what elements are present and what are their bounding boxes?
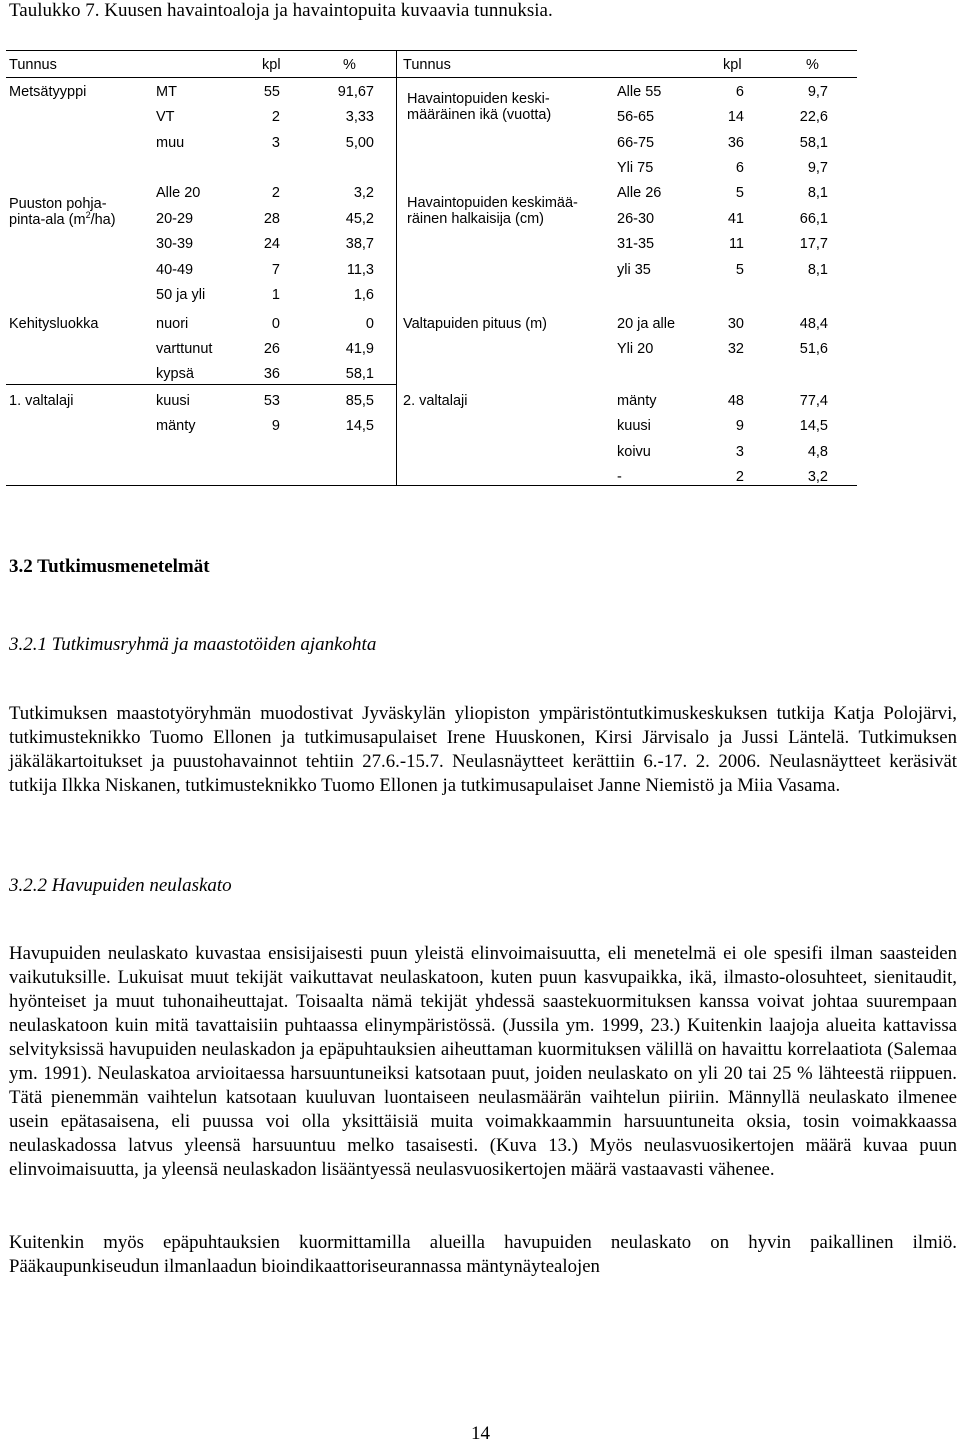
label-valtalaji-2: 2. valtalaji xyxy=(403,393,468,409)
left-row-1-kpl: 2 xyxy=(271,109,280,125)
right-row-1-kpl: 14 xyxy=(727,109,744,125)
label-kehitysluokka: Kehitysluokka xyxy=(9,316,99,332)
right-row-3-class: Yli 75 xyxy=(617,160,654,176)
label-ika-1: Havaintopuiden keski- xyxy=(407,91,550,107)
left-row-12-kpl: 9 xyxy=(271,418,280,434)
left-row-9-kpl: 26 xyxy=(263,341,280,357)
left-row-10-percent: 58,1 xyxy=(345,366,374,382)
left-row-8-kpl: 0 xyxy=(271,316,280,332)
left-row-0-percent: 91,67 xyxy=(337,84,374,100)
table-top-rule xyxy=(6,50,857,51)
left-row-5-kpl: 24 xyxy=(263,236,280,252)
right-row-12-class: koivu xyxy=(617,444,651,460)
right-row-6-class: 31-35 xyxy=(617,236,655,252)
right-row-7-percent: 8,1 xyxy=(807,262,828,278)
left-row-0-class: MT xyxy=(156,84,177,100)
label-metsatyyppi: Metsätyyppi xyxy=(9,84,87,100)
label-halkaisija-1: Havaintopuiden keskimää- xyxy=(407,195,578,211)
right-row-5-kpl: 41 xyxy=(727,211,744,227)
right-row-0-percent: 9,7 xyxy=(807,84,828,100)
left-row-5-percent: 38,7 xyxy=(345,236,374,252)
left-row-4-class: 20-29 xyxy=(156,211,194,227)
right-row-3-kpl: 6 xyxy=(735,160,744,176)
left-row-9-percent: 41,9 xyxy=(345,341,374,357)
left-row-4-percent: 45,2 xyxy=(345,211,374,227)
subheading-2: 3.2.2 Havupuiden neulaskato xyxy=(9,875,232,896)
left-row-2-class: muu xyxy=(156,135,185,151)
right-row-9-kpl: 32 xyxy=(727,341,744,357)
right-row-10-percent: 77,4 xyxy=(799,393,828,409)
left-row-3-percent: 3,2 xyxy=(353,185,374,201)
left-row-11-class: kuusi xyxy=(156,393,190,409)
paragraph-3: Kuitenkin myös epäpuhtauksien kuormittamilla alueilla havupuiden neulaskato on hyvin paikallinen ilmiö. Pääkaupunkiseudun ilmanlaadun bioindikaattoriseurannassa mäntynäytealojen xyxy=(9,1232,957,1277)
right-row-8-class: 20 ja alle xyxy=(617,316,676,332)
right-row-7-kpl: 5 xyxy=(735,262,744,278)
left-row-7-class: 50 ja yli xyxy=(156,287,206,303)
left-row-11-kpl: 53 xyxy=(263,393,280,409)
right-row-2-percent: 58,1 xyxy=(799,135,828,151)
left-row-11-percent: 85,5 xyxy=(345,393,374,409)
right-row-9-percent: 51,6 xyxy=(799,341,828,357)
left-row-7-kpl: 1 xyxy=(271,287,280,303)
header-kpl-left: kpl xyxy=(262,57,281,73)
left-row-10-kpl: 36 xyxy=(263,366,280,382)
left-row-3-kpl: 2 xyxy=(271,185,280,201)
right-row-4-kpl: 5 xyxy=(735,185,744,201)
page-number: 14 xyxy=(471,1423,490,1444)
right-row-2-class: 66-75 xyxy=(617,135,655,151)
right-row-3-percent: 9,7 xyxy=(807,160,828,176)
right-row-0-kpl: 6 xyxy=(735,84,744,100)
right-row-0-class: Alle 55 xyxy=(617,84,662,100)
table-caption: Taulukko 7. Kuusen havaintoaloja ja havaintopuita kuvaavia tunnuksia. xyxy=(9,0,553,21)
right-row-5-percent: 66,1 xyxy=(799,211,828,227)
right-row-13-kpl: 2 xyxy=(735,469,744,485)
right-row-8-percent: 48,4 xyxy=(799,316,828,332)
subheading-1: 3.2.1 Tutkimusryhmä ja maastotöiden ajankohta xyxy=(9,634,377,655)
section-heading: 3.2 Tutkimusmenetelmät xyxy=(9,556,210,577)
right-row-9-class: Yli 20 xyxy=(617,341,654,357)
label-pituus: Valtapuiden pituus (m) xyxy=(403,316,548,332)
label-pohjapinta-2: pinta-ala $(m^2/ha)$ xyxy=(9,210,116,228)
table-left-rule xyxy=(6,384,397,385)
left-row-1-class: VT xyxy=(156,109,175,125)
left-row-3-class: Alle 20 xyxy=(156,185,201,201)
left-row-9-class: varttunut xyxy=(156,341,213,357)
label-pohjapinta-1: Puuston pohja- xyxy=(9,196,107,212)
right-row-13-class: - xyxy=(617,469,622,485)
left-row-1-percent: 3,33 xyxy=(345,109,374,125)
left-row-12-percent: 14,5 xyxy=(345,418,374,434)
header-tunnus-left: Tunnus xyxy=(9,57,57,73)
right-row-12-kpl: 3 xyxy=(735,444,744,460)
right-row-2-kpl: 36 xyxy=(727,135,744,151)
right-row-11-kpl: 9 xyxy=(735,418,744,434)
left-row-4-kpl: 28 xyxy=(263,211,280,227)
left-row-8-percent: 0 xyxy=(365,316,374,332)
left-row-5-class: 30-39 xyxy=(156,236,194,252)
label-halkaisija-2: räinen halkaisija (cm) xyxy=(407,211,544,227)
right-row-4-percent: 8,1 xyxy=(807,185,828,201)
paragraph-1: Tutkimuksen maastotyöryhmän muodostivat Jyväskylän yliopiston ympäristöntutkimuskeskuksen tutkija Katja Polojärvi, tutkimusteknikko Tuomo Ellonen ja tutkimusapulaiset Irene Huuskonen, Kirsi Järvisalo ja Jussi Läntelä. Tutkimuksen jäkäläkartoitukset ja puustohavainnot tehtiin 27.6.-15.7. Neulasnäytteet kerättiin 6.-17. 2. 2006. Neulasnäytteet keräsivät tutkija Ilkka Niskanen, tutkimusteknikko Tuomo Ellonen ja tutkimusapulaiset Janne Niemistö ja Miia Vasama. xyxy=(9,703,957,796)
header-tunnus-right: Tunnus xyxy=(403,57,451,73)
right-row-6-percent: 17,7 xyxy=(799,236,828,252)
right-row-8-kpl: 30 xyxy=(727,316,744,332)
left-row-6-class: 40-49 xyxy=(156,262,194,278)
table-divider xyxy=(396,50,397,486)
right-row-4-class: Alle 26 xyxy=(617,185,662,201)
table-header-rule xyxy=(6,77,857,78)
right-row-7-class: yli 35 xyxy=(617,262,651,278)
right-row-1-class: 56-65 xyxy=(617,109,655,125)
left-row-6-kpl: 7 xyxy=(271,262,280,278)
right-row-5-class: 26-30 xyxy=(617,211,655,227)
right-row-6-kpl: 11 xyxy=(728,236,744,252)
right-row-10-kpl: 48 xyxy=(727,393,744,409)
header-percent-right: % xyxy=(806,57,819,73)
right-row-11-percent: 14,5 xyxy=(799,418,828,434)
left-row-10-class: kypsä xyxy=(156,366,194,382)
left-row-2-percent: 5,00 xyxy=(345,135,374,151)
left-row-7-percent: 1,6 xyxy=(353,287,374,303)
label-ika-2: määräinen ikä (vuotta) xyxy=(407,107,552,123)
right-row-12-percent: 4,8 xyxy=(807,444,828,460)
left-row-0-kpl: 55 xyxy=(263,84,280,100)
paragraph-2: Havupuiden neulaskato kuvastaa ensisijaisesti puun yleistä elinvoimaisuutta, eli menetelmä ei ole spesifi ilman saasteiden vaikutuksille. Lukuisat muut tekijät vaikuttavat neulaskatoon, kuten puun kasvupaikka, ikä, ilmasto-olosuhteet, sienitaudit, hyönteiset ja muut tuhonaiheuttajat. Toisaalta nämä tekijät yhdessä saastekuormituksen kanssa voivat johtaa suurempaan neulaskatoon kuin mitä tavattaisiin puhtaassa elinympäristössä. (Jussila ym. 1999, 23.) Kuitenkin laajoja alueita kattavissa selvityksissä havupuiden neulaskadon ja epäpuhtauksien aiheuttaman kuormituksen välillä on havaittu korrelaatiota (Salemaa ym. 1991). Neulaskatoa arvioitaessa harsuuntuneiksi katsotaan puut, joiden neulaskato on yli 20 tai 25 % lähteestä riippuen. Tätä pienemmän vaihtelun katsotaan kuuluvan luontaiseen neulasmäärän vaihtelun piiriin. Männyllä neulaskato ilmenee usein epätasaisena, eli puussa voi olla yksittäisiä muita voimakkaammin harsuuntuneita oksia, tosin voimakkaassa neulaskadossa latvus yleensä harsuuntuu melko tasaisesti. (Kuva 13.) Myös neulasvuosikertojen määrä kuvaa puun elinvoimaisuutta, ja yleensä neulaskadon lisääntyessä neulasvuosikertojen määrä vastaavasti vähenee. xyxy=(9,943,957,1180)
header-kpl-right: kpl xyxy=(723,57,742,73)
left-row-8-class: nuori xyxy=(156,316,189,332)
label-valtalaji-1: 1. valtalaji xyxy=(9,393,74,409)
right-row-10-class: mänty xyxy=(617,393,657,409)
header-percent-left: % xyxy=(343,57,356,73)
left-row-2-kpl: 3 xyxy=(271,135,280,151)
right-row-1-percent: 22,6 xyxy=(799,109,828,125)
left-row-12-class: mänty xyxy=(156,418,196,434)
right-row-13-percent: 3,2 xyxy=(807,469,828,485)
table-bottom-rule xyxy=(6,485,857,486)
left-row-6-percent: 11,3 xyxy=(346,262,374,278)
right-row-11-class: kuusi xyxy=(617,418,651,434)
